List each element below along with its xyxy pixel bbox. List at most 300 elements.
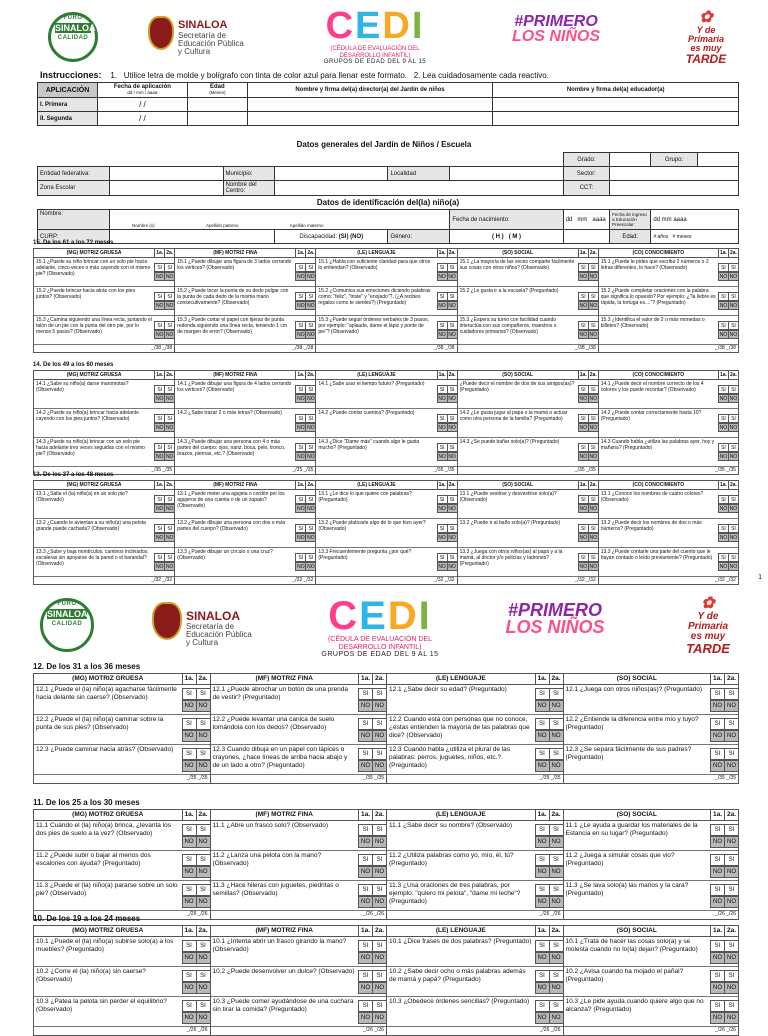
group-field[interactable]: [697, 153, 738, 167]
no-box-second[interactable]: NO: [729, 535, 738, 541]
no-box-second[interactable]: NO: [196, 896, 210, 908]
no-box-second[interactable]: NO: [307, 454, 315, 460]
yes-box-second[interactable]: SI: [549, 854, 563, 866]
no-box-second[interactable]: NO: [165, 564, 174, 570]
yes-box-first[interactable]: SI: [358, 884, 372, 896]
no-box-first[interactable]: NO: [297, 303, 305, 309]
no-box-first[interactable]: NO: [155, 274, 164, 280]
yes-box-first[interactable]: SI: [358, 824, 372, 836]
yes-box-second[interactable]: SI: [164, 553, 174, 562]
no-box-second[interactable]: NO: [589, 535, 597, 541]
yes-box-second[interactable]: SI: [164, 443, 174, 452]
yes-box-first[interactable]: SI: [295, 385, 305, 394]
yes-box-second[interactable]: SI: [724, 854, 738, 866]
no-box-first[interactable]: NO: [438, 425, 446, 431]
no-box-first[interactable]: NO: [719, 454, 728, 460]
no-box-second[interactable]: NO: [729, 506, 738, 512]
yes-box-first[interactable]: SI: [578, 414, 588, 423]
yes-box-first[interactable]: SI: [437, 443, 447, 452]
no-box-first[interactable]: NO: [579, 425, 587, 431]
yes-box-second[interactable]: SI: [549, 940, 563, 952]
no-box-first[interactable]: NO: [297, 425, 305, 431]
no-box-first[interactable]: NO: [579, 506, 587, 512]
yes-box-second[interactable]: SI: [447, 263, 457, 272]
yes-box-first[interactable]: SI: [295, 553, 305, 562]
no-box-first[interactable]: NO: [155, 332, 164, 338]
no-box-second[interactable]: NO: [549, 866, 563, 878]
no-box-second[interactable]: NO: [196, 836, 210, 848]
no-box-first[interactable]: NO: [535, 866, 549, 878]
yes-box-second[interactable]: SI: [728, 292, 738, 301]
no-box-second[interactable]: NO: [729, 303, 738, 309]
yes-box-second[interactable]: SI: [728, 321, 738, 330]
yes-box-first[interactable]: SI: [295, 263, 305, 272]
yes-box-second[interactable]: SI: [372, 1000, 386, 1012]
no-box-first[interactable]: NO: [155, 396, 164, 402]
no-box-first[interactable]: NO: [358, 760, 372, 772]
yes-box-second[interactable]: SI: [447, 443, 457, 452]
yes-box-first[interactable]: SI: [182, 854, 196, 866]
no-box-first[interactable]: NO: [535, 760, 549, 772]
no-box-first[interactable]: NO: [535, 836, 549, 848]
no-box-first[interactable]: NO: [535, 896, 549, 908]
yes-box-second[interactable]: SI: [724, 748, 738, 760]
yes-box-second[interactable]: SI: [447, 385, 457, 394]
no-box-first[interactable]: NO: [297, 564, 305, 570]
yes-box-first[interactable]: SI: [535, 940, 549, 952]
yes-box-first[interactable]: SI: [358, 854, 372, 866]
yes-box-first[interactable]: SI: [535, 854, 549, 866]
no-box-first[interactable]: NO: [297, 535, 305, 541]
no-box-second[interactable]: NO: [729, 425, 738, 431]
yes-box-second[interactable]: SI: [305, 553, 315, 562]
second-age-field[interactable]: [187, 112, 247, 126]
yes-box-first[interactable]: SI: [437, 495, 447, 504]
first-educator-field[interactable]: [493, 98, 739, 112]
yes-box-first[interactable]: SI: [358, 718, 372, 730]
yes-box-second[interactable]: SI: [305, 292, 315, 301]
first-date-field[interactable]: / /: [97, 98, 187, 112]
no-box-first[interactable]: NO: [710, 1012, 724, 1024]
yes-box-first[interactable]: SI: [154, 292, 164, 301]
yes-box-second[interactable]: SI: [447, 414, 457, 423]
yes-box-first[interactable]: SI: [358, 970, 372, 982]
yes-box-first[interactable]: SI: [578, 321, 588, 330]
yes-box-first[interactable]: SI: [437, 385, 447, 394]
yes-box-first[interactable]: SI: [154, 443, 164, 452]
cct-field[interactable]: [610, 181, 739, 196]
yes-box-second[interactable]: SI: [588, 321, 598, 330]
yes-box-first[interactable]: SI: [710, 748, 724, 760]
no-box-first[interactable]: NO: [182, 896, 196, 908]
yes-box-second[interactable]: SI: [728, 414, 738, 423]
second-educator-field[interactable]: [493, 112, 739, 126]
no-box-second[interactable]: NO: [307, 332, 315, 338]
no-box-second[interactable]: NO: [724, 866, 738, 878]
no-box-first[interactable]: NO: [719, 396, 728, 402]
yes-box-second[interactable]: SI: [549, 970, 563, 982]
no-box-first[interactable]: NO: [358, 952, 372, 964]
yes-box-second[interactable]: SI: [372, 884, 386, 896]
yes-box-first[interactable]: SI: [154, 263, 164, 272]
yes-box-second[interactable]: SI: [549, 1000, 563, 1012]
yes-box-first[interactable]: SI: [718, 292, 728, 301]
yes-box-first[interactable]: SI: [718, 263, 728, 272]
no-box-second[interactable]: NO: [724, 1012, 738, 1024]
no-box-second[interactable]: NO: [448, 564, 456, 570]
no-box-second[interactable]: NO: [724, 982, 738, 994]
yes-box-first[interactable]: SI: [437, 553, 447, 562]
no-box-second[interactable]: NO: [589, 454, 597, 460]
no-box-first[interactable]: NO: [297, 454, 305, 460]
no-box-second[interactable]: NO: [448, 454, 456, 460]
no-box-second[interactable]: NO: [165, 425, 174, 431]
no-box-first[interactable]: NO: [719, 274, 728, 280]
first-director-field[interactable]: [247, 98, 493, 112]
no-box-first[interactable]: NO: [155, 564, 164, 570]
yes-box-second[interactable]: SI: [447, 495, 457, 504]
yes-box-second[interactable]: SI: [447, 524, 457, 533]
yes-box-first[interactable]: SI: [295, 292, 305, 301]
no-box-first[interactable]: NO: [719, 425, 728, 431]
yes-box-first[interactable]: SI: [710, 718, 724, 730]
yes-box-first[interactable]: SI: [182, 824, 196, 836]
no-box-first[interactable]: NO: [438, 332, 446, 338]
name-field[interactable]: [110, 210, 450, 230]
no-box-first[interactable]: NO: [535, 700, 549, 712]
no-box-second[interactable]: NO: [549, 982, 563, 994]
yes-box-first[interactable]: SI: [154, 553, 164, 562]
no-box-first[interactable]: NO: [358, 836, 372, 848]
yes-box-first[interactable]: SI: [710, 688, 724, 700]
no-box-first[interactable]: NO: [358, 730, 372, 742]
no-box-first[interactable]: NO: [182, 836, 196, 848]
no-box-second[interactable]: NO: [165, 396, 174, 402]
yes-box-second[interactable]: SI: [372, 688, 386, 700]
yes-box-second[interactable]: SI: [305, 321, 315, 330]
no-box-first[interactable]: NO: [358, 1012, 372, 1024]
yes-box-first[interactable]: SI: [437, 263, 447, 272]
no-box-second[interactable]: NO: [589, 425, 597, 431]
no-box-first[interactable]: NO: [579, 396, 587, 402]
yes-box-second[interactable]: SI: [164, 263, 174, 272]
yes-box-first[interactable]: SI: [182, 748, 196, 760]
no-box-second[interactable]: NO: [196, 760, 210, 772]
no-box-first[interactable]: NO: [438, 535, 446, 541]
yes-box-second[interactable]: SI: [549, 748, 563, 760]
no-box-second[interactable]: NO: [165, 303, 174, 309]
no-box-first[interactable]: NO: [438, 506, 446, 512]
yes-box-second[interactable]: SI: [305, 524, 315, 533]
no-box-first[interactable]: NO: [438, 274, 446, 280]
yes-box-second[interactable]: SI: [372, 718, 386, 730]
no-box-second[interactable]: NO: [307, 303, 315, 309]
zone-field[interactable]: [110, 181, 223, 196]
yes-box-second[interactable]: SI: [724, 1000, 738, 1012]
no-box-first[interactable]: NO: [710, 896, 724, 908]
no-box-first[interactable]: NO: [719, 564, 728, 570]
yes-box-second[interactable]: SI: [305, 414, 315, 423]
no-box-second[interactable]: NO: [372, 982, 386, 994]
yes-box-first[interactable]: SI: [295, 524, 305, 533]
yes-box-first[interactable]: SI: [182, 1000, 196, 1012]
no-box-first[interactable]: NO: [438, 303, 446, 309]
no-box-second[interactable]: NO: [589, 564, 597, 570]
yes-box-first[interactable]: SI: [154, 524, 164, 533]
yes-box-second[interactable]: SI: [588, 414, 598, 423]
no-box-second[interactable]: NO: [372, 760, 386, 772]
no-box-second[interactable]: NO: [372, 700, 386, 712]
yes-box-first[interactable]: SI: [358, 940, 372, 952]
yes-box-second[interactable]: SI: [372, 970, 386, 982]
yes-box-second[interactable]: SI: [447, 321, 457, 330]
no-box-first[interactable]: NO: [358, 700, 372, 712]
yes-box-first[interactable]: SI: [578, 292, 588, 301]
yes-box-second[interactable]: SI: [724, 884, 738, 896]
no-box-first[interactable]: NO: [155, 303, 164, 309]
no-box-first[interactable]: NO: [579, 303, 587, 309]
no-box-first[interactable]: NO: [155, 454, 164, 460]
yes-box-first[interactable]: SI: [718, 385, 728, 394]
no-box-second[interactable]: NO: [589, 396, 597, 402]
no-box-second[interactable]: NO: [448, 332, 456, 338]
no-box-first[interactable]: NO: [182, 730, 196, 742]
no-box-first[interactable]: NO: [710, 760, 724, 772]
center-name-field[interactable]: [275, 181, 564, 196]
yes-box-second[interactable]: SI: [196, 748, 210, 760]
no-box-second[interactable]: NO: [549, 952, 563, 964]
yes-box-first[interactable]: SI: [358, 688, 372, 700]
yes-box-first[interactable]: SI: [437, 414, 447, 423]
yes-box-first[interactable]: SI: [437, 524, 447, 533]
no-box-second[interactable]: NO: [729, 274, 738, 280]
yes-box-first[interactable]: SI: [295, 414, 305, 423]
yes-box-second[interactable]: SI: [305, 495, 315, 504]
no-box-second[interactable]: NO: [589, 506, 597, 512]
yes-box-first[interactable]: SI: [154, 414, 164, 423]
no-box-second[interactable]: NO: [165, 535, 174, 541]
no-box-second[interactable]: NO: [165, 274, 174, 280]
yes-box-first[interactable]: SI: [154, 385, 164, 394]
yes-box-second[interactable]: SI: [196, 824, 210, 836]
yes-box-second[interactable]: SI: [728, 443, 738, 452]
no-box-first[interactable]: NO: [710, 700, 724, 712]
no-box-second[interactable]: NO: [549, 1012, 563, 1024]
no-box-first[interactable]: NO: [438, 454, 446, 460]
no-box-second[interactable]: NO: [724, 952, 738, 964]
no-box-first[interactable]: NO: [155, 425, 164, 431]
yes-box-first[interactable]: SI: [578, 263, 588, 272]
no-box-first[interactable]: NO: [155, 535, 164, 541]
yes-box-first[interactable]: SI: [182, 884, 196, 896]
yes-box-second[interactable]: SI: [724, 940, 738, 952]
no-box-first[interactable]: NO: [579, 564, 587, 570]
no-box-first[interactable]: NO: [358, 896, 372, 908]
no-box-second[interactable]: NO: [448, 506, 456, 512]
yes-box-first[interactable]: SI: [710, 1000, 724, 1012]
yes-box-second[interactable]: SI: [196, 688, 210, 700]
yes-box-first[interactable]: SI: [710, 940, 724, 952]
yes-box-first[interactable]: SI: [718, 443, 728, 452]
no-box-first[interactable]: NO: [182, 700, 196, 712]
yes-box-second[interactable]: SI: [196, 970, 210, 982]
no-box-first[interactable]: NO: [358, 982, 372, 994]
no-box-second[interactable]: NO: [549, 730, 563, 742]
no-box-second[interactable]: NO: [549, 896, 563, 908]
yes-box-second[interactable]: SI: [305, 443, 315, 452]
yes-box-second[interactable]: SI: [588, 553, 598, 562]
yes-box-first[interactable]: SI: [358, 1000, 372, 1012]
yes-box-first[interactable]: SI: [535, 688, 549, 700]
yes-box-second[interactable]: SI: [588, 495, 598, 504]
yes-box-second[interactable]: SI: [164, 524, 174, 533]
no-box-first[interactable]: NO: [297, 274, 305, 280]
no-box-second[interactable]: NO: [724, 836, 738, 848]
no-box-first[interactable]: NO: [182, 1012, 196, 1024]
no-box-first[interactable]: NO: [579, 535, 587, 541]
yes-box-second[interactable]: SI: [549, 884, 563, 896]
yes-box-first[interactable]: SI: [718, 321, 728, 330]
yes-box-second[interactable]: SI: [164, 385, 174, 394]
no-box-first[interactable]: NO: [297, 506, 305, 512]
municipality-field[interactable]: [275, 167, 388, 181]
yes-box-second[interactable]: SI: [372, 940, 386, 952]
no-box-second[interactable]: NO: [724, 896, 738, 908]
yes-box-second[interactable]: SI: [447, 553, 457, 562]
no-box-first[interactable]: NO: [297, 332, 305, 338]
yes-box-first[interactable]: SI: [154, 495, 164, 504]
yes-box-second[interactable]: SI: [588, 524, 598, 533]
no-box-first[interactable]: NO: [719, 332, 728, 338]
yes-box-first[interactable]: SI: [295, 495, 305, 504]
no-box-second[interactable]: NO: [549, 760, 563, 772]
yes-box-first[interactable]: SI: [535, 824, 549, 836]
yes-box-second[interactable]: SI: [372, 854, 386, 866]
no-box-second[interactable]: NO: [196, 1012, 210, 1024]
no-box-first[interactable]: NO: [438, 396, 446, 402]
yes-box-second[interactable]: SI: [196, 884, 210, 896]
no-box-second[interactable]: NO: [372, 1012, 386, 1024]
no-box-second[interactable]: NO: [307, 425, 315, 431]
yes-box-first[interactable]: SI: [295, 321, 305, 330]
yes-box-first[interactable]: SI: [710, 884, 724, 896]
no-box-second[interactable]: NO: [549, 700, 563, 712]
locality-field[interactable]: [450, 167, 563, 181]
no-box-second[interactable]: NO: [729, 396, 738, 402]
yes-box-first[interactable]: SI: [578, 553, 588, 562]
no-box-first[interactable]: NO: [535, 982, 549, 994]
birthdate-field[interactable]: [563, 210, 609, 230]
yes-box-first[interactable]: SI: [182, 718, 196, 730]
yes-box-second[interactable]: SI: [372, 748, 386, 760]
no-box-second[interactable]: NO: [372, 952, 386, 964]
yes-box-first[interactable]: SI: [535, 884, 549, 896]
yes-box-first[interactable]: SI: [535, 748, 549, 760]
no-box-first[interactable]: NO: [579, 274, 587, 280]
yes-box-first[interactable]: SI: [718, 414, 728, 423]
yes-box-first[interactable]: SI: [535, 970, 549, 982]
no-box-second[interactable]: NO: [196, 700, 210, 712]
no-box-second[interactable]: NO: [724, 730, 738, 742]
yes-box-first[interactable]: SI: [718, 524, 728, 533]
yes-box-first[interactable]: SI: [578, 443, 588, 452]
no-box-second[interactable]: NO: [307, 535, 315, 541]
no-box-first[interactable]: NO: [579, 332, 587, 338]
no-box-second[interactable]: NO: [729, 454, 738, 460]
yes-box-first[interactable]: SI: [182, 970, 196, 982]
yes-box-first[interactable]: SI: [718, 495, 728, 504]
no-box-first[interactable]: NO: [182, 982, 196, 994]
first-age-field[interactable]: [187, 98, 247, 112]
no-box-second[interactable]: NO: [196, 866, 210, 878]
no-box-second[interactable]: NO: [589, 274, 597, 280]
yes-box-second[interactable]: SI: [724, 688, 738, 700]
yes-box-second[interactable]: SI: [588, 385, 598, 394]
no-box-first[interactable]: NO: [182, 760, 196, 772]
yes-box-first[interactable]: SI: [154, 321, 164, 330]
no-box-second[interactable]: NO: [196, 952, 210, 964]
no-box-second[interactable]: NO: [589, 332, 597, 338]
no-box-second[interactable]: NO: [589, 303, 597, 309]
no-box-second[interactable]: NO: [448, 303, 456, 309]
yes-box-second[interactable]: SI: [549, 688, 563, 700]
second-director-field[interactable]: [247, 112, 493, 126]
yes-box-second[interactable]: SI: [728, 385, 738, 394]
no-box-first[interactable]: NO: [710, 952, 724, 964]
no-box-second[interactable]: NO: [165, 506, 174, 512]
no-box-second[interactable]: NO: [196, 982, 210, 994]
yes-box-first[interactable]: SI: [710, 824, 724, 836]
yes-box-second[interactable]: SI: [196, 940, 210, 952]
yes-box-second[interactable]: SI: [549, 824, 563, 836]
no-box-second[interactable]: NO: [729, 564, 738, 570]
yes-box-second[interactable]: SI: [305, 385, 315, 394]
yes-box-second[interactable]: SI: [196, 1000, 210, 1012]
yes-box-second[interactable]: SI: [305, 263, 315, 272]
yes-box-first[interactable]: SI: [710, 970, 724, 982]
no-box-second[interactable]: NO: [307, 564, 315, 570]
yes-box-second[interactable]: SI: [372, 824, 386, 836]
no-box-first[interactable]: NO: [719, 303, 728, 309]
yes-box-first[interactable]: SI: [437, 292, 447, 301]
yes-box-second[interactable]: SI: [164, 292, 174, 301]
state-field[interactable]: [110, 167, 223, 181]
yes-box-second[interactable]: SI: [588, 292, 598, 301]
no-box-second[interactable]: NO: [724, 760, 738, 772]
yes-box-second[interactable]: SI: [549, 718, 563, 730]
no-box-first[interactable]: NO: [710, 730, 724, 742]
yes-box-second[interactable]: SI: [447, 292, 457, 301]
yes-box-first[interactable]: SI: [182, 688, 196, 700]
yes-box-second[interactable]: SI: [164, 414, 174, 423]
yes-box-first[interactable]: SI: [578, 385, 588, 394]
yes-box-first[interactable]: SI: [437, 321, 447, 330]
no-box-first[interactable]: NO: [719, 535, 728, 541]
no-box-second[interactable]: NO: [307, 274, 315, 280]
no-box-second[interactable]: NO: [372, 896, 386, 908]
yes-box-first[interactable]: SI: [358, 748, 372, 760]
no-box-first[interactable]: NO: [710, 866, 724, 878]
no-box-first[interactable]: NO: [710, 982, 724, 994]
no-box-second[interactable]: NO: [372, 836, 386, 848]
yes-box-second[interactable]: SI: [588, 443, 598, 452]
no-box-first[interactable]: NO: [182, 952, 196, 964]
yes-box-second[interactable]: SI: [728, 524, 738, 533]
no-box-second[interactable]: NO: [372, 866, 386, 878]
sector-field[interactable]: [610, 167, 739, 181]
second-date-field[interactable]: / /: [97, 112, 187, 126]
yes-box-second[interactable]: SI: [164, 495, 174, 504]
